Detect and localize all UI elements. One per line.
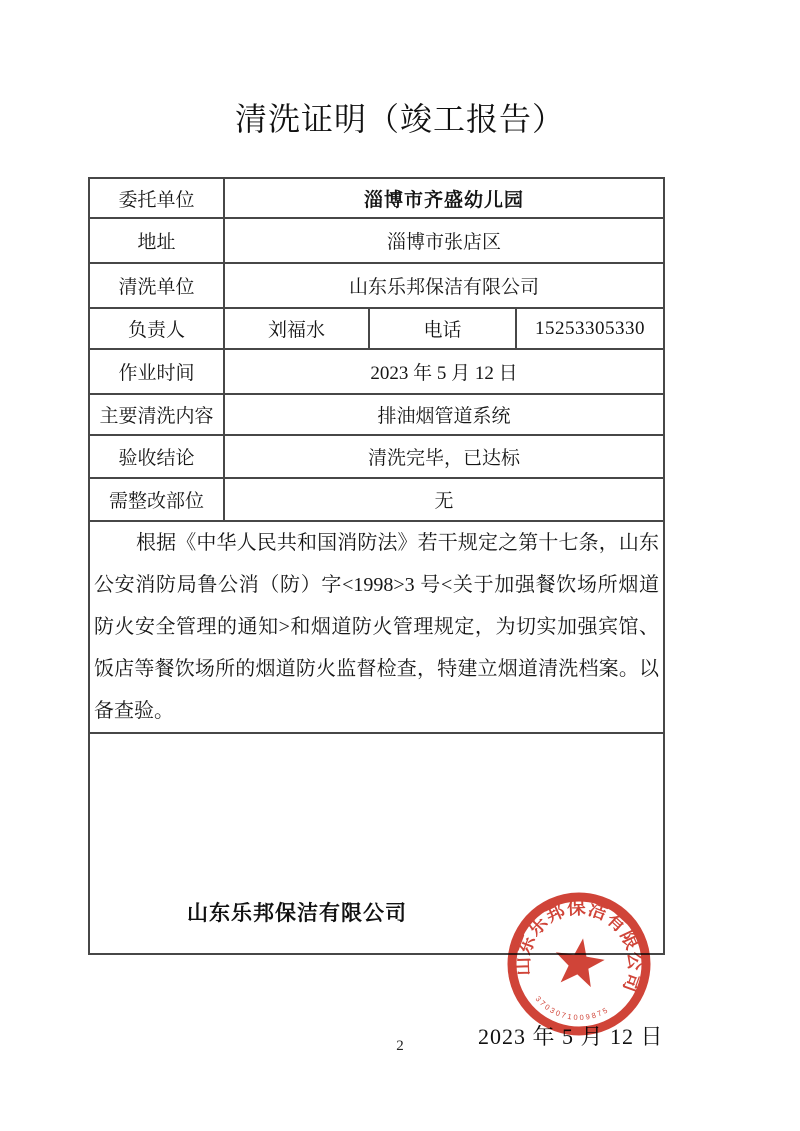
table-row xyxy=(89,308,664,349)
stamp-serial-number: 3703071009875 xyxy=(533,993,611,1022)
signature-cell xyxy=(89,733,664,1049)
table-row xyxy=(89,263,664,308)
page-number: 2 xyxy=(396,1038,404,1054)
stamp-group xyxy=(502,886,656,1040)
stamp-star-icon xyxy=(551,934,607,988)
signature-date: 2023 年 5 月 12 日 xyxy=(478,1023,664,1049)
company-seal-stamp xyxy=(489,874,669,1054)
row-value-person-in-charge: 刘福水 xyxy=(224,308,369,349)
row-label-phone: 电话 xyxy=(369,308,516,349)
document-title: 清洗证明（竣工报告） xyxy=(234,101,565,137)
row-label-main-content: 主要清洗内容 xyxy=(89,394,224,435)
stamp-company-text: 山东乐邦保洁有限公司 xyxy=(513,898,645,995)
row-label-rectification: 需整改部位 xyxy=(89,478,224,521)
row-value-acceptance: 清洗完毕，已达标 xyxy=(224,435,664,478)
row-label-work-date: 作业时间 xyxy=(89,349,224,394)
table-row xyxy=(89,218,664,263)
row-value-phone: 15253305330 xyxy=(516,308,664,349)
table-row xyxy=(89,178,664,218)
row-value-work-date: 2023 年 5 月 12 日 xyxy=(224,349,664,394)
notice-cell xyxy=(89,521,664,733)
row-value-address: 淄博市张店区 xyxy=(224,218,664,263)
row-value-client: 淄博市齐盛幼儿园 xyxy=(224,178,664,218)
report-table xyxy=(88,177,665,1049)
row-value-rectification: 无 xyxy=(224,478,664,521)
row-label-client: 委托单位 xyxy=(89,178,224,218)
table-row xyxy=(89,349,664,394)
notice-row xyxy=(89,521,664,733)
signing-company-name: 山东乐邦保洁有限公司 xyxy=(187,900,407,925)
row-label-cleaning-company: 清洗单位 xyxy=(89,263,224,308)
row-label-person-in-charge: 负责人 xyxy=(89,308,224,349)
table-row xyxy=(89,435,664,478)
row-label-address: 地址 xyxy=(89,218,224,263)
regulation-notice-text: 根据《中华人民共和国消防法》若干规定之第十七条，山东公安消防局鲁公消（防）字<1998>3 号<关于加强餐饮场所烟道防火安全管理的通知>和烟道防火管理规定，为切实加强宾馆、饭店等餐饮场所的烟道防火监督检查，特建立烟道清洗档案。以备查验。 xyxy=(94,532,659,722)
row-label-acceptance: 验收结论 xyxy=(89,435,224,478)
row-value-cleaning-company: 山东乐邦保洁有限公司 xyxy=(224,263,664,308)
table-row xyxy=(89,478,664,521)
table-row xyxy=(89,394,664,435)
signature-row xyxy=(89,733,664,954)
row-value-main-content: 排油烟管道系统 xyxy=(224,394,664,435)
